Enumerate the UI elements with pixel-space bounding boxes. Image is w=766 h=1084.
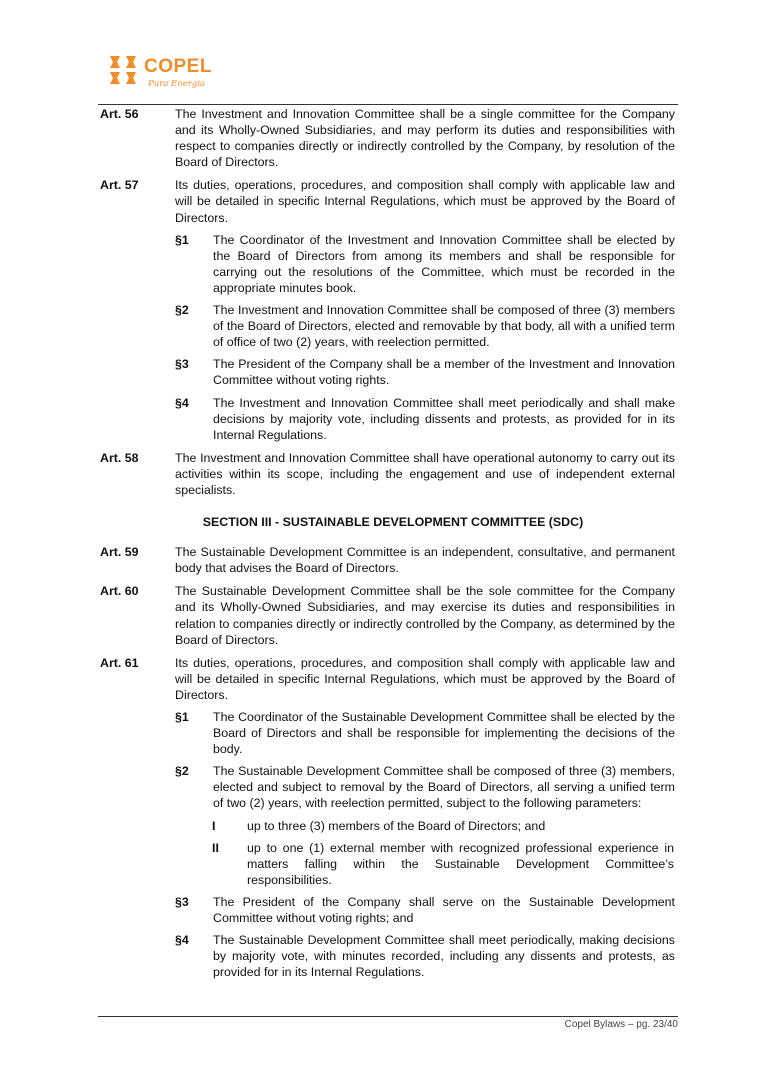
article-text: Its duties, operations, procedures, and composition shall comply with applicable law and will be detailed in specific Internal Regulations, which must be approved by the Board of Directors. xyxy=(175,655,675,702)
article-59 xyxy=(0,544,766,576)
paragraph-text: The Sustainable Development Committee shall meet periodically, making decisions by majority vote, with minutes recorded, including any dissents and protests, as provided for in its Internal Regulations. xyxy=(213,933,675,980)
list-item xyxy=(0,818,766,834)
logo-name: COPEL xyxy=(144,56,212,77)
article-60 xyxy=(0,583,766,647)
paragraph xyxy=(0,356,766,388)
paragraph-number: §1 xyxy=(175,710,189,724)
paragraph-number: §2 xyxy=(175,303,189,318)
item-number: II xyxy=(212,840,219,855)
article-number: Art. 59 xyxy=(100,545,139,560)
item-text: up to one (1) external member with recognized professional experience in matters falling within the Sustainable Development Committee’s responsibilities. xyxy=(247,840,674,887)
article-number: Art. 57 xyxy=(100,178,139,193)
article-61 xyxy=(0,655,766,703)
paragraph-text: The President of the Company shall be a member of the Investment and Innovation Committee without voting rights. xyxy=(213,357,675,388)
copel-logo-icon xyxy=(108,54,140,86)
header-divider xyxy=(98,104,678,105)
paragraph xyxy=(0,932,766,980)
item-number: I xyxy=(212,818,216,833)
article-text: The Investment and Innovation Committee shall have operational autonomy to carry out its activities within its scope, including the engagement and use of independent external specialists. xyxy=(175,450,675,497)
paragraph xyxy=(0,894,766,926)
paragraph xyxy=(0,302,766,350)
paragraph xyxy=(0,232,766,296)
item-text: up to three (3) members of the Board of Directors; and xyxy=(247,818,546,833)
footer-divider xyxy=(98,1016,678,1017)
article-number: Art. 60 xyxy=(100,584,139,599)
paragraph-number: §1 xyxy=(175,232,189,247)
paragraph-text: The Coordinator of the Sustainable Development Committee shall be elected by the Board of Directors and shall be responsible for implementing the decisions of the body. xyxy=(213,710,675,757)
paragraph-number: §2 xyxy=(175,764,189,779)
paragraph-text: The Sustainable Development Committee shall be composed of three (3) members, elected and subject to removal by the Board of Directors, all serving a unified term of two (2) years, with reelection permitted, subject to the following parameters: xyxy=(213,764,675,811)
paragraph xyxy=(0,763,766,811)
section-heading: SECTION III - SUSTAINABLE DEVELOPMENT COMMITTEE (SDC) xyxy=(202,515,584,530)
paragraph xyxy=(0,395,766,443)
list-item xyxy=(0,840,766,888)
paragraph-text: The President of the Company shall serve on the Sustainable Development Committee without voting rights; and xyxy=(213,894,675,926)
paragraph xyxy=(0,709,766,757)
article-text: The Sustainable Development Committee is an independent, consultative, and permanent body that advises the Board of Directors. xyxy=(175,545,675,576)
paragraph-number: §4 xyxy=(175,395,189,410)
article-number: Art. 61 xyxy=(100,655,139,670)
article-number: Art. 58 xyxy=(100,450,139,465)
article-56 xyxy=(0,106,766,170)
article-text: The Sustainable Development Committee shall be the sole committee for the Company and its Wholly-Owned Subsidiaries, and may exercise its duties and responsibilities in relation to companies directly or indirectly controlled by the Company, as determined by the Board of Directors. xyxy=(175,584,675,647)
article-text: Its duties, operations, procedures, and composition shall comply with applicable law and will be detailed in specific Internal Regulations, which must be approved by the Board of Directors. xyxy=(175,178,675,225)
page-footer: Copel Bylaws – pg. 23/40 xyxy=(564,1019,678,1030)
paragraph-number: §3 xyxy=(175,357,189,372)
paragraph-text: The Investment and Innovation Committee shall meet periodically and shall make decisions by majority vote, including dissents and protests, as provided for in its Internal Regulations. xyxy=(213,395,675,442)
logo-tagline: Pura Energia xyxy=(148,79,206,89)
article-57 xyxy=(0,177,766,225)
paragraph-number: §4 xyxy=(175,933,189,948)
article-text: The Investment and Innovation Committee shall be a single committee for the Company and its Wholly-Owned Subsidiaries, and may perform its duties and responsibilities with respect to companies directly or indirectly controlled by the Company, by resolution of the Board of Directors. xyxy=(175,107,675,170)
paragraph-text: The Coordinator of the Investment and Innovation Committee shall be elected by the Board of Directors from among its members and shall be responsible for carrying out the resolutions of the Committee, which must be recorded in the appropriate minutes book. xyxy=(213,232,675,295)
article-58 xyxy=(0,450,766,498)
paragraph-number: §3 xyxy=(175,894,189,909)
document-body xyxy=(0,106,766,986)
company-logo xyxy=(108,54,238,90)
article-number: Art. 56 xyxy=(100,107,139,121)
paragraph-text: The Investment and Innovation Committee shall be composed of three (3) members of the Board of Directors, elected and removable by that body, all with a unified term of office of two (2) years, with reelection permitted. xyxy=(213,303,675,350)
